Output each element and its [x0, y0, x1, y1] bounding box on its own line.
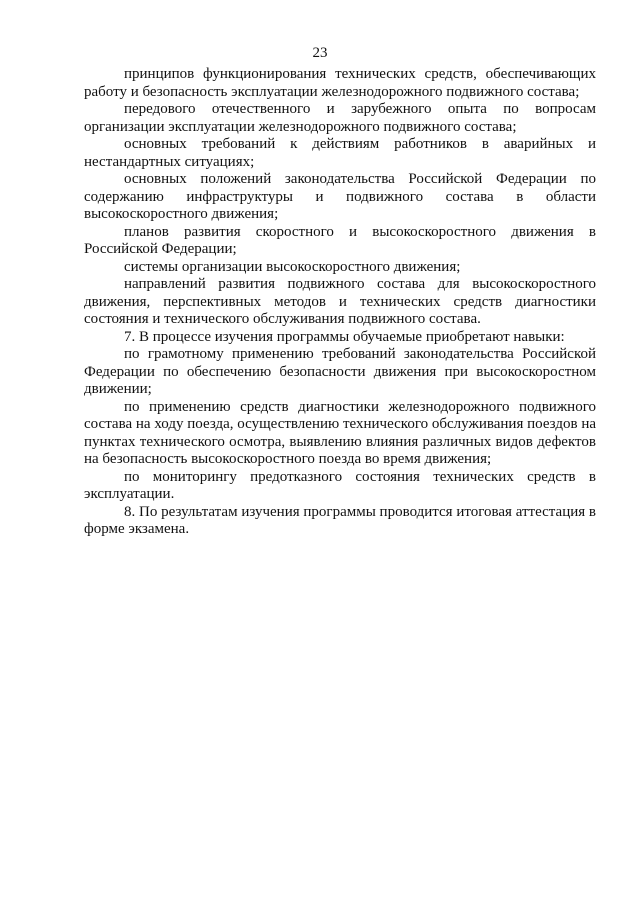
paragraph-organization-systems: системы организации высокоскоростного движения; [124, 258, 461, 275]
paragraph-experience: передового отечественного и зарубежного опыта по вопросам организации эксплуатации железнодорожного подвижного состава; [84, 101, 596, 135]
page-number: 23 [312, 45, 328, 61]
document-body [84, 66, 596, 539]
paragraph-legislation: основных положений законодательства Российской Федерации по содержанию инфраструктуры и подвижного состава в области высокоскоростного движения; [84, 171, 596, 222]
paragraph-emergency-requirements: основных требований к действиям работников в аварийных и нестандартных ситуациях; [84, 136, 596, 170]
paragraph-section-7: 7. В процессе изучения программы обучаемые приобретают навыки: [124, 328, 565, 345]
paragraph-skill-legislation: по грамотному применению требований законодательства Российской Федерации по обеспечению безопасности движения при высокоскоростном движении; [84, 346, 596, 397]
paragraph-section-8: 8. По результатам изучения программы проводится итоговая аттестация в форме экзамена. [84, 503, 596, 537]
paragraph-development-plans: планов развития скоростного и высокоскоростного движения в Российской Федерации; [84, 223, 596, 257]
paragraph-skill-diagnostics: по применению средств диагностики железнодорожного подвижного состава на ходу поезда, осуществлению технического обслуживания поездов на пунктах технического осмотра, выявлению влияния различных видов дефектов на безопасность высокоскоростного поезда во время движения; [84, 398, 596, 467]
paragraph-rolling-stock-directions: направлений развития подвижного состава для высокоскоростного движения, перспективных методов и технических средств диагностики состояния и технического обслуживания подвижного состава. [84, 276, 596, 327]
paragraph-skill-monitoring: по мониторингу предотказного состояния технических средств в эксплуатации. [84, 468, 596, 502]
paragraph-principles: принципов функционирования технических средств, обеспечивающих работу и безопасность эксплуатации железнодорожного подвижного состава; [84, 66, 596, 100]
